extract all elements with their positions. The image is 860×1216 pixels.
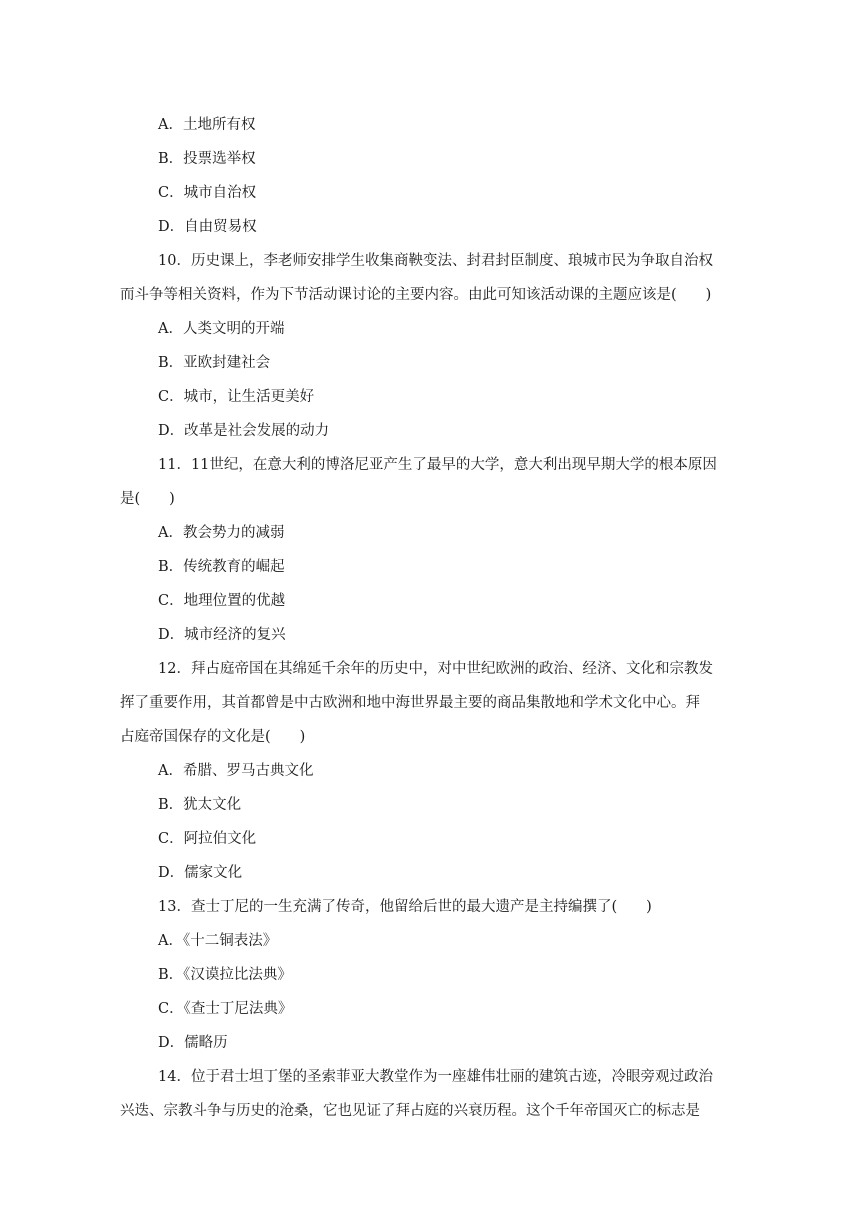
question-text-continued: 是( ) xyxy=(120,491,175,507)
answer-option: A．人类文明的开端 xyxy=(158,321,285,337)
answer-option: B．《汉谟拉比法典》 xyxy=(158,967,292,983)
answer-option: C．《查士丁尼法典》 xyxy=(158,1001,293,1017)
answer-option: A．土地所有权 xyxy=(158,117,256,133)
answer-option: D．儒略历 xyxy=(158,1035,228,1051)
answer-option: A．《十二铜表法》 xyxy=(158,933,278,949)
question-text: 11．11世纪，在意大利的博洛尼亚产生了最早的大学，意大利出现早期大学的根本原因 xyxy=(158,457,717,473)
answer-option: B．犹太文化 xyxy=(158,797,242,813)
question-text: 10．历史课上，李老师安排学生收集商鞅变法、封君封臣制度、琅城市民为争取自治权 xyxy=(158,253,713,269)
question-text-continued: 而斗争等相关资料，作为下节活动课讨论的主要内容。由此可知该活动课的主题应该是( ) xyxy=(120,287,712,303)
answer-option: B．传统教育的崛起 xyxy=(158,559,285,575)
answer-option: C．地理位置的优越 xyxy=(158,593,286,609)
answer-option: C．城市，让生活更美好 xyxy=(158,389,315,405)
question-text: 14．位于君士坦丁堡的圣索菲亚大教堂作为一座雄伟壮丽的建筑古迹，冷眼旁观过政治 xyxy=(158,1069,713,1085)
question-text-continued: 占庭帝国保存的文化是( ) xyxy=(120,729,306,745)
answer-option: D．城市经济的复兴 xyxy=(158,627,286,643)
answer-option: A．希腊、罗马古典文化 xyxy=(158,763,314,779)
answer-option: B．投票选举权 xyxy=(158,151,256,167)
question-text-continued: 兴迭、宗教斗争与历史的沧桑，它也见证了拜占庭的兴衰历程。这个千年帝国灭亡的标志是 xyxy=(120,1103,700,1119)
answer-option: B．亚欧封建社会 xyxy=(158,355,271,371)
document-body xyxy=(120,108,740,1128)
answer-option: D．自由贸易权 xyxy=(158,219,257,235)
question-text: 13．查士丁尼的一生充满了传奇，他留给后世的最大遗产是主持编撰了( ) xyxy=(158,899,652,915)
question-text-continued: 挥了重要作用，其首都曾是中古欧洲和地中海世界最主要的商品集散地和学术文化中心。拜 xyxy=(120,695,700,711)
answer-option: D．改革是社会发展的动力 xyxy=(158,423,330,439)
answer-option: C．城市自治权 xyxy=(158,185,257,201)
answer-option: D．儒家文化 xyxy=(158,865,243,881)
answer-option: A．教会势力的减弱 xyxy=(158,525,285,541)
question-text: 12．拜占庭帝国在其绵延千余年的历史中，对中世纪欧洲的政治、经济、文化和宗教发 xyxy=(158,661,713,677)
answer-option: C．阿拉伯文化 xyxy=(158,831,257,847)
